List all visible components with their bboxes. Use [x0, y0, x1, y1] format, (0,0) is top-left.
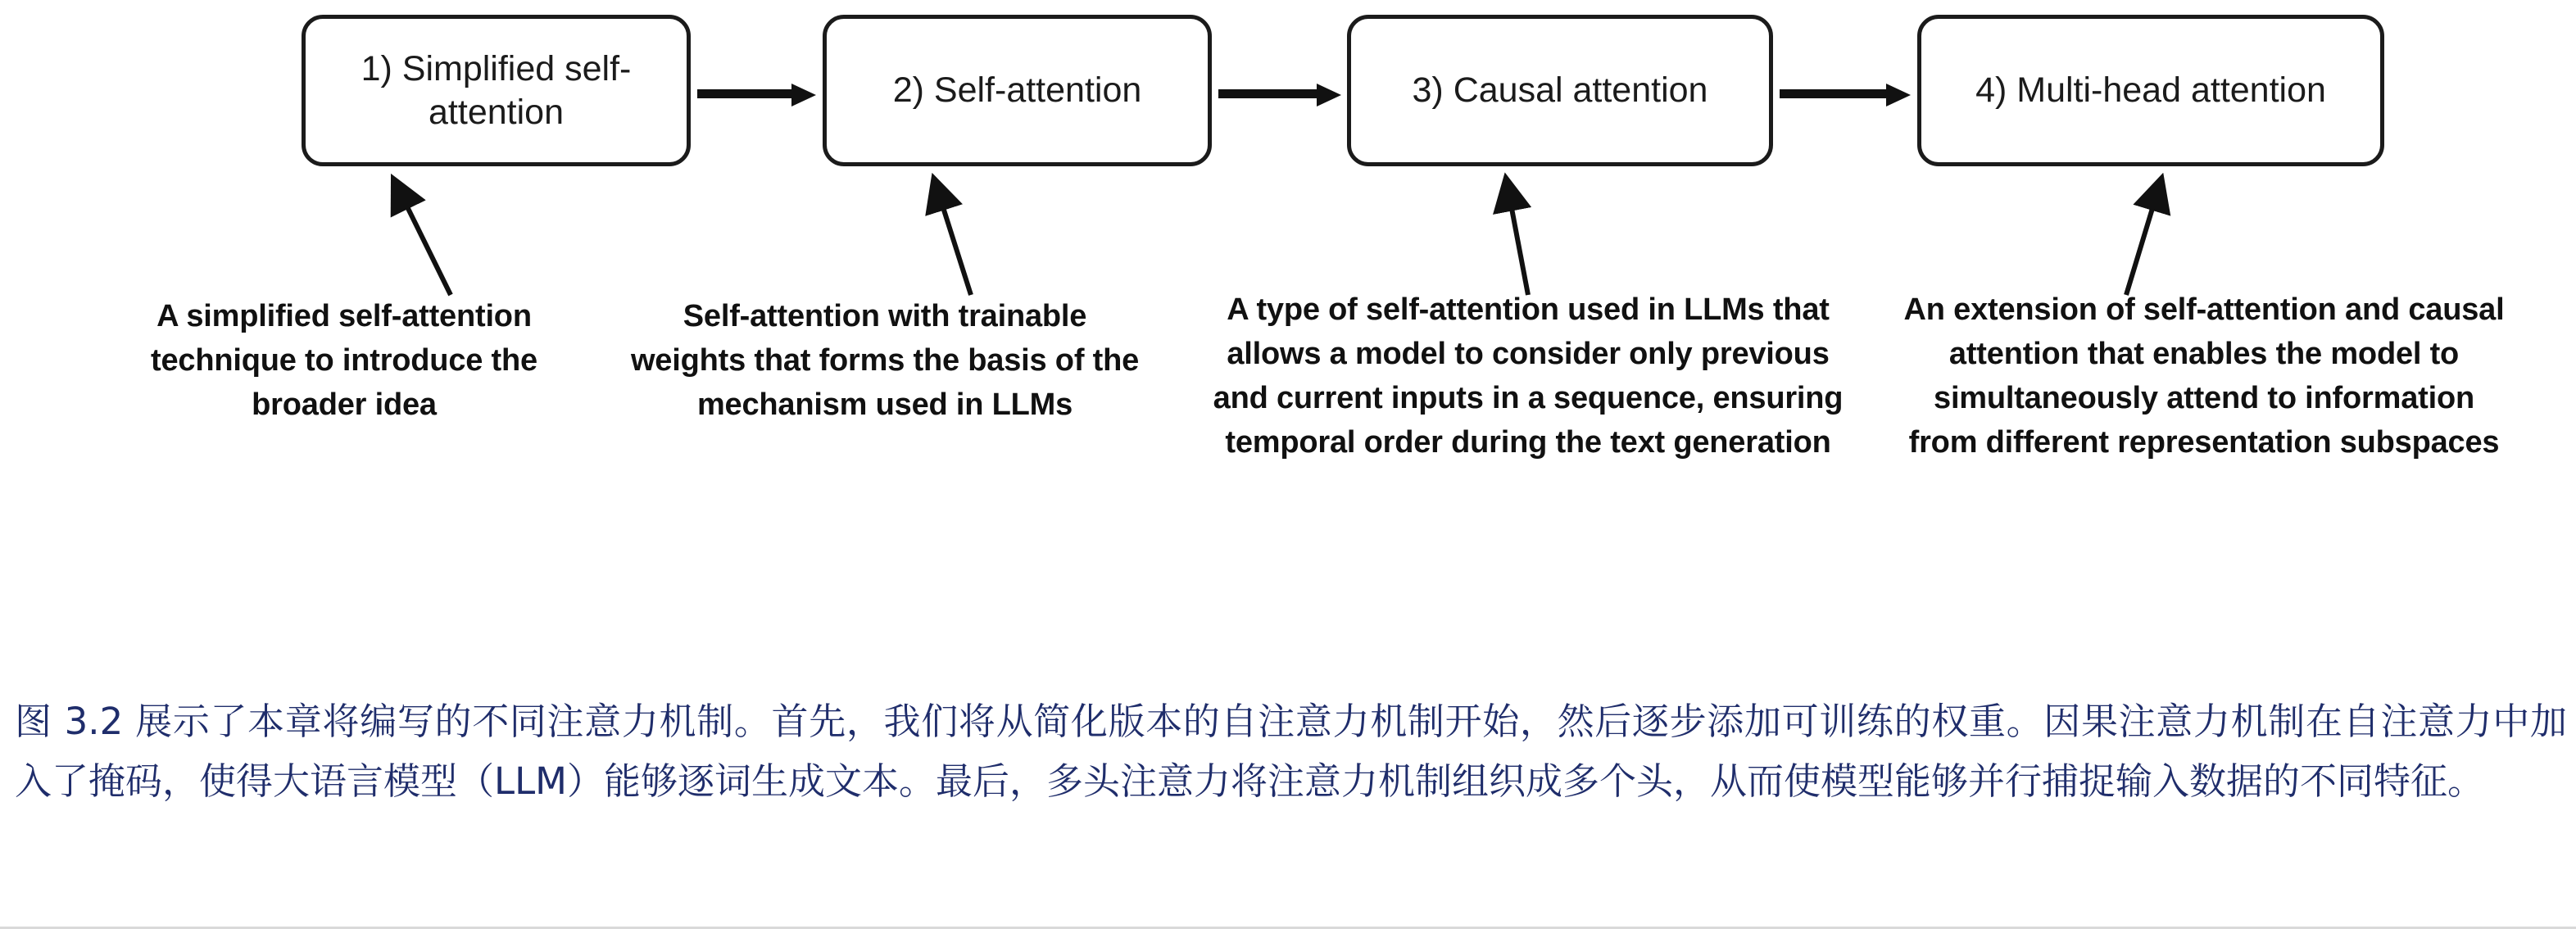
stage-box-simplified-self-attention [302, 15, 691, 166]
diagonal-arrow-icon [2065, 172, 2229, 303]
diagonal-arrow-icon [1467, 172, 1630, 303]
right-arrow-icon [697, 84, 816, 103]
arrow-shaft [697, 89, 795, 98]
stage-label: 1) Simplified self-attention [361, 49, 632, 132]
arrow-head [1886, 84, 1911, 106]
arrow-head [1317, 84, 1341, 106]
arrow-shaft [1218, 89, 1320, 98]
stage-caption-multi-head-attention: An extension of self-attention and causal attention that enables the model to simultaneously attend to information from different representation subspaces [1903, 292, 2505, 460]
stage-box-self-attention [823, 15, 1212, 166]
arrow-head [791, 84, 816, 106]
stage-caption-simplified-self-attention: A simplified self-attention technique to introduce the broader idea [151, 299, 537, 422]
stage-caption-causal-attention: A type of self-attention used in LLMs that allows a model to consider only previous and current inputs in a sequence, ensuring temporal order during the text generation [1213, 292, 1844, 460]
diagonal-arrow-icon [352, 172, 508, 303]
right-arrow-icon [1218, 84, 1341, 103]
stage-label: 3) Causal attention [1412, 70, 1708, 111]
stage-label: 2) Self-attention [892, 70, 1142, 111]
figure-description-paragraph: 图 3.2 展示了本章将编写的不同注意力机制。首先，我们将从简化版本的自注意力机制开始，然后逐步添加可训练的权重。因果注意力机制在自注意力中加入了掩码，使得大语言模型（LLM）能够逐词生成文本。最后，多头注意力将注意力机制组织成多个头，从而使模型能够并行捕捉输入数据的不同特征。 [15, 700, 2567, 803]
stage-label: 4) Multi-head attention [1975, 70, 2326, 111]
stage-box-causal-attention [1347, 15, 1773, 166]
stage-caption-self-attention: Self-attention with trainable weights that forms the basis of the mechanism used in LLMs [630, 299, 1140, 422]
diagonal-arrow-icon [889, 172, 1045, 303]
stage-box-multi-head-attention [1917, 15, 2384, 166]
arrow-shaft [1780, 89, 1889, 98]
right-arrow-icon [1780, 84, 1911, 103]
